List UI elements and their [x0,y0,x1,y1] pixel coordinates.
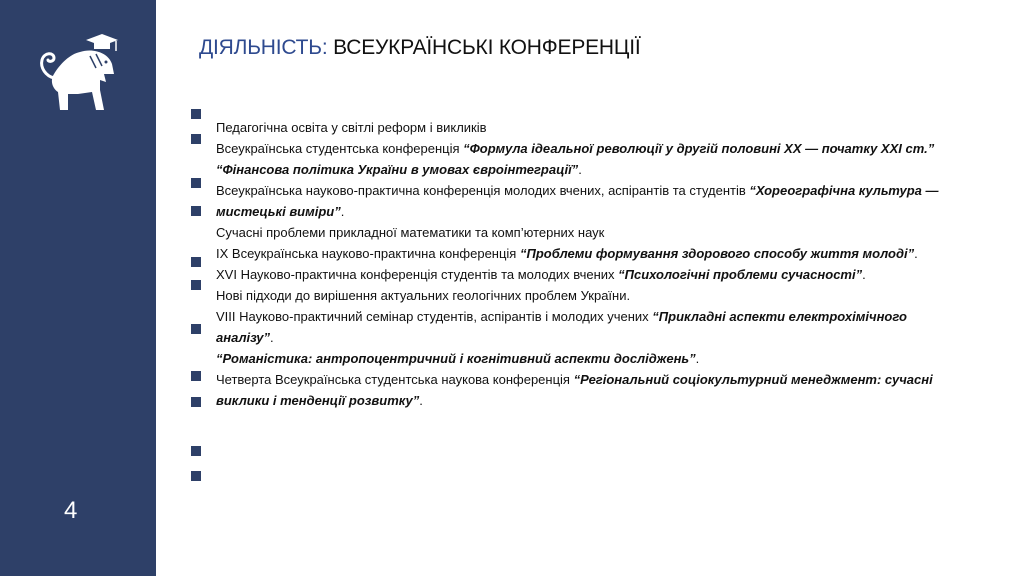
list-item [216,222,956,243]
item-text: IX Всеукраїнська науково-практична конференція [216,246,520,261]
item-text: Нові підходи до вирішення актуальних геологічних проблем України. [216,288,631,303]
bullet-icon [191,206,201,216]
list-item [216,180,956,222]
item-title: “Фінансова політика України в умовах євроінтеграції” [216,162,579,177]
item-title: “Проблеми формування здорового способу життя молоді” [519,246,915,261]
item-suffix: . [695,351,700,366]
list-item [216,348,956,369]
item-text: VIII Науково-практичний семінар студентів, аспірантів і молодих учених [216,309,653,324]
list-item [216,285,956,306]
list-item [216,306,956,348]
bullet-icon [191,371,201,381]
item-title: “Формула ідеальної революції у другій половині ХХ — початку ХХІ ст.” [463,141,935,156]
bullet-column [191,0,203,576]
bullet-icon [191,134,201,144]
item-title: “Регіональний соціокультурний менеджмент: сучасні виклики і тенденції розвитку” [216,372,933,408]
item-text: Сучасні проблеми прикладної математики та комп’ютерних наук [216,225,605,240]
item-suffix: . [862,267,866,282]
item-text: XVI Науково-практична конференція студентів та молодих вчених [216,267,619,282]
item-title: “Прикладні аспекти електрохімічного аналізу” [216,309,907,345]
bullet-icon [191,471,201,481]
item-suffix: . [419,393,423,408]
bullet-icon [191,178,201,188]
list-item [216,264,956,285]
bullet-icon [191,397,201,407]
list-item [216,369,956,411]
item-text: Четверта Всеукраїнська студентська наукова конференція [216,372,574,387]
list-item [216,159,956,180]
bullet-icon [191,324,201,334]
item-text: Педагогічна освіта у світлі реформ і викликів [216,120,487,135]
item-suffix: . [578,162,582,177]
item-title: “Романістика: антропоцентричний і когнітивний аспекти досліджень” [216,351,696,366]
bullet-icon [191,109,201,119]
slide-title [199,34,641,62]
item-suffix: . [270,330,274,345]
title-prefix: ДІЯЛЬНІСТЬ: [199,36,328,59]
conference-list [216,117,956,411]
item-title: “Хореографічна культура — мистецькі виміри” [216,183,939,219]
title-main: ВСЕУКРАЇНСЬКІ КОНФЕРЕНЦІЇ [327,36,641,59]
sidebar [0,0,156,576]
list-item [216,117,956,138]
list-item [216,243,956,264]
item-text: Всеукраїнська науково-практична конференція молодих вчених, аспірантів та студентів [216,183,750,198]
item-suffix: . [914,246,918,261]
page-number: 4 [64,497,78,524]
item-text: Всеукраїнська студентська конференція [216,141,464,156]
item-suffix: . [340,204,345,219]
bullet-icon [191,257,201,267]
list-item [216,138,956,159]
bullet-icon [191,280,201,290]
lion-with-graduation-cap-icon [34,34,122,114]
item-title: “Психологічні проблеми сучасності” [618,267,863,282]
bullet-icon [191,446,201,456]
